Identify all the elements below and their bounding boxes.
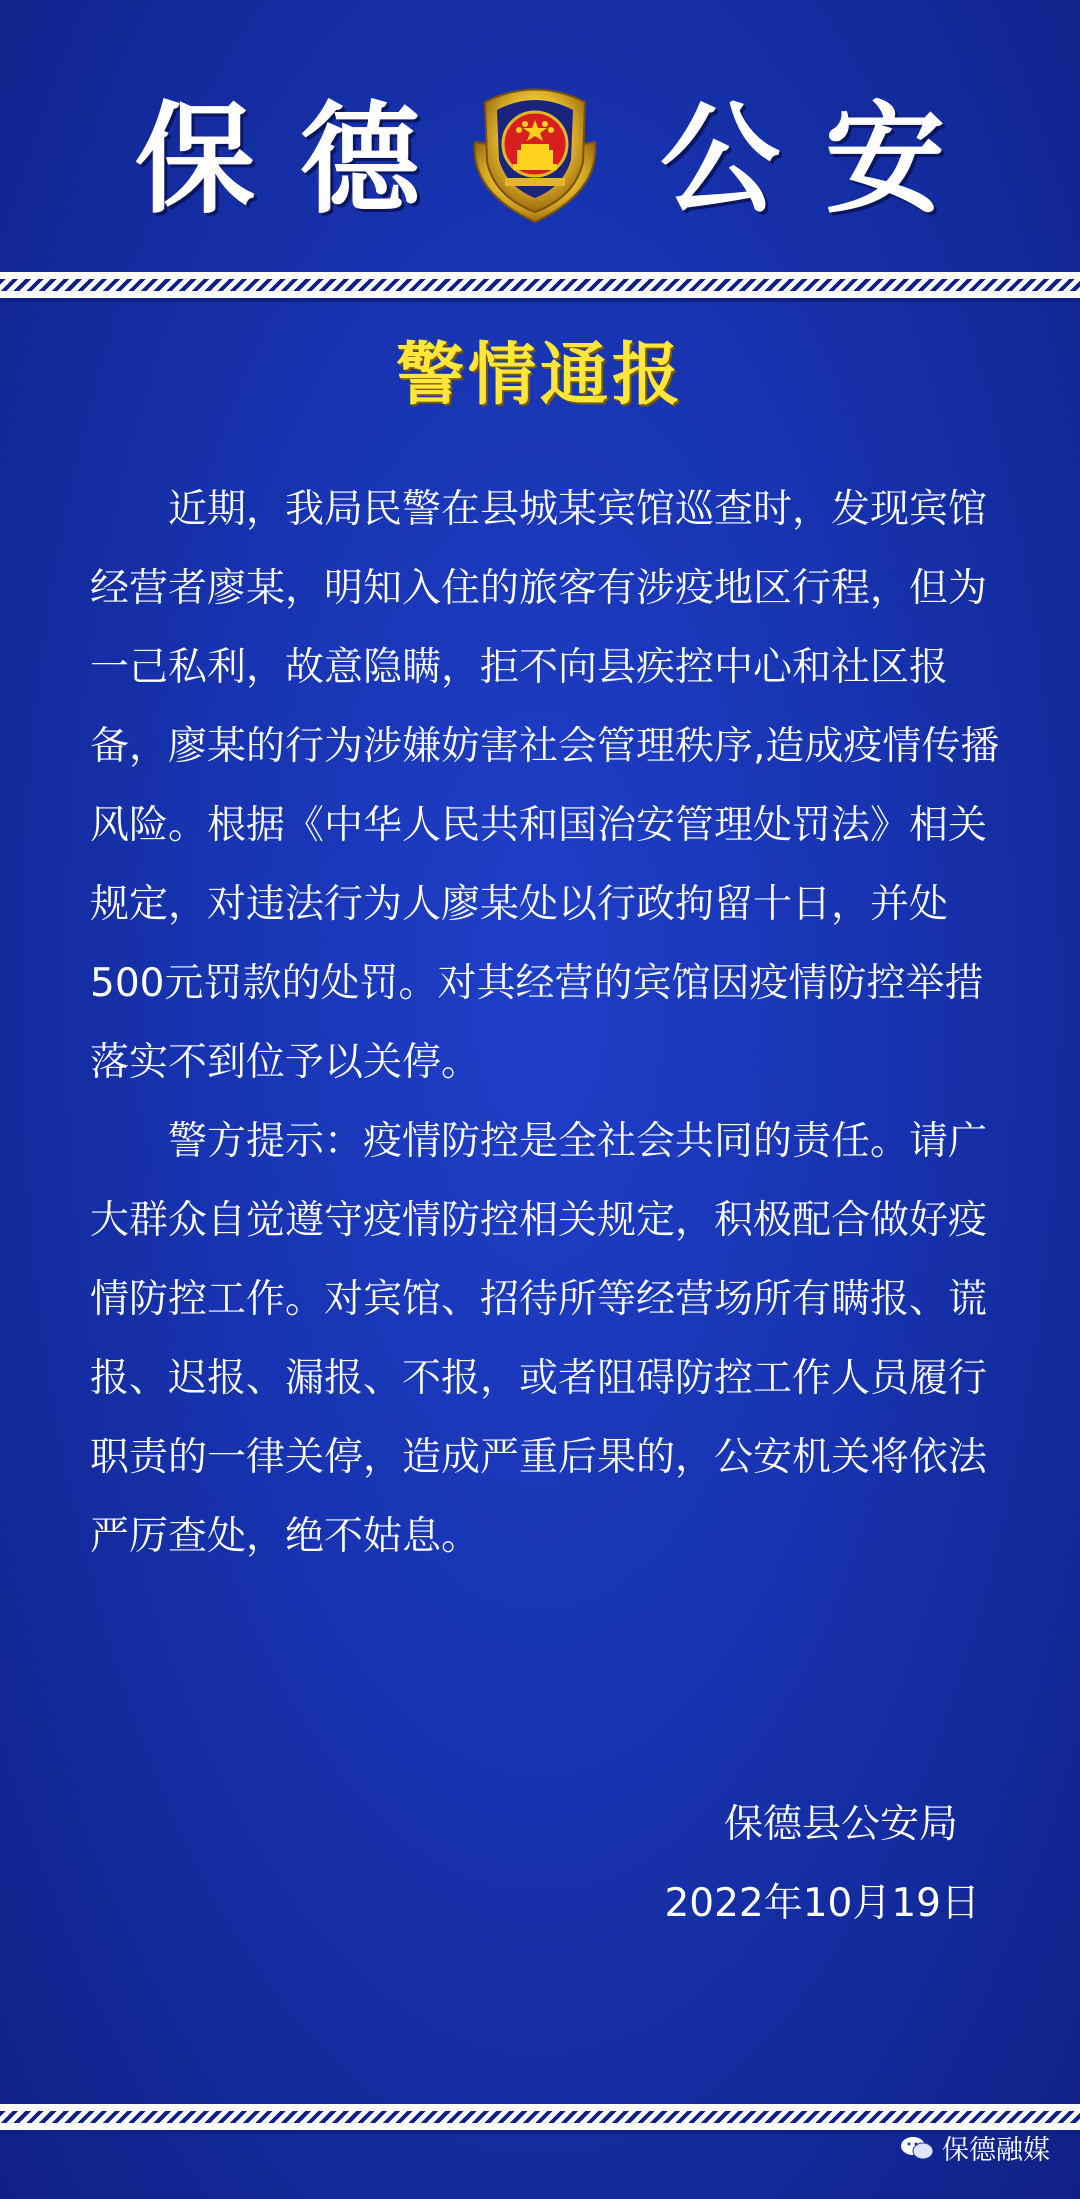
top-border-line bbox=[0, 298, 1080, 302]
header-title-char-4: 安 bbox=[825, 89, 945, 230]
signature-date: 2022年10月19日 bbox=[664, 1881, 980, 1926]
header-banner bbox=[0, 0, 1080, 275]
header-title-char-3: 公 bbox=[660, 89, 780, 230]
header-title-char-1: 保 bbox=[135, 89, 255, 230]
signature-block bbox=[664, 1785, 980, 1943]
police-emblem-icon bbox=[455, 72, 615, 232]
top-border-pattern bbox=[0, 279, 1080, 291]
signature-org: 保德县公安局 bbox=[723, 1802, 958, 1847]
wechat-icon bbox=[900, 2135, 934, 2161]
watermark-text: 保德融媒 bbox=[942, 2135, 1050, 2166]
notice-title: 警情通报 bbox=[395, 335, 684, 415]
header-title-char-2: 德 bbox=[300, 89, 420, 230]
bottom-border-pattern bbox=[0, 2111, 1080, 2123]
top-border-strip bbox=[0, 272, 1080, 302]
notice-paragraph-1: 近期，我局民警在县城某宾馆巡查时，发现宾馆经营者廖某，明知入住的旅客有涉疫地区行程，但为一己私利，故意隐瞒，拒不向县疾控中心和社区报备，廖某的行为涉嫌妨害社会管理秩序,造成疫情传播风险。根据《中华人民共和国治安管理处罚法》相关规定，对违法行为人廖某处以行政拘留十日，并处500元罚款的处罚。对其经营的宾馆因疫情防控举措落实不到位予以关停。 bbox=[90, 487, 1000, 1085]
watermark bbox=[900, 2128, 1050, 2167]
notice-body bbox=[90, 470, 1010, 1576]
notice-paragraph-2: 警方提示：疫情防控是全社会共同的责任。请广大群众自觉遵守疫情防控相关规定，积极配合做好疫情防控工作。对宾馆、招待所等经营场所有瞒报、谎报、迟报、漏报、不报，或者阻碍防控工作人员履行职责的一律关停，造成严重后果的，公安机关将依法严厉查处，绝不姑息。 bbox=[90, 1119, 988, 1559]
